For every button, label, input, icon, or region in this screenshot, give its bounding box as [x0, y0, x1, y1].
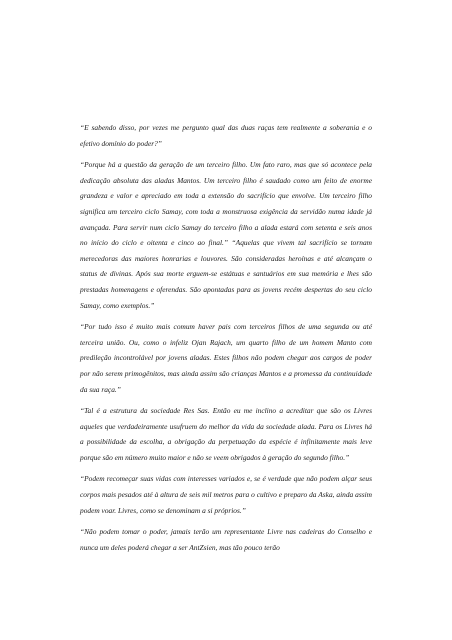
paragraph-3: “Por tudo isso é muito mais comum haver pais com terceiros filhos de uma segunda ou até terceira união. Ou, como o infeliz Ojan Rajach, um quarto filho de um homem Manto com predileção incontrolável por jovens aladas. Estes filhos não podem chegar aos cargos de poder por não serem primogênitos, mas ainda assim são crianças Mantos e a promessa da continuidade da sua raça.” — [80, 322, 372, 394]
paragraph-1: “E sabendo disso, por vezes me pergunto qual das duas raças tem realmente a soberania e o efetivo domínio do poder?” — [80, 123, 372, 148]
paragraph-5: “Podem recomeçar suas vidas com interesses variados e, se é verdade que não podem alçar seus corpos mais pesados até à altura de seis mil metros para o cultivo e preparo da Aska, ainda assim podem voar. Livres, como se denominam a si próprios.” — [80, 474, 372, 515]
paragraph-4: “Tal é a estrutura da sociedade Res Sas. Então eu me inclino a acreditar que são os Livres aqueles que verdadeiramente usufruem do melhor da vida da sociedade alada. Para os Livres há a possibilidade da escolha, a obrigação da perpetuação da espécie é infinitamente mais leve porque são em número muito maior e não se veem obrigados à geração do segundo filho.” — [80, 406, 372, 462]
paragraph-6: “Não podem tomar o poder, jamais terão um representante Livre nas cadeiras do Conselho e nunca um deles poderá chegar a ser AntZsien, mas tão pouco terão — [80, 527, 372, 552]
body-text — [80, 120, 372, 561]
paragraph-2: “Porque há a questão da geração de um terceiro filho. Um fato raro, mas que só acontece pela dedicação absoluta das aladas Mantos. Um terceiro filho é saudado como um feito de enorme grandeza e valor e apreciado em toda a extensão do sacrifício que envolve. Um terceiro filho significa um terceiro ciclo Samay, com toda a monstruosa exigência da servidão numa idade já avançada. Para servir num ciclo Samay do terceiro filho a alada estará com setenta e seis anos no início do ciclo e oitenta e cinco ao final.” “Aquelas que vivem tal sacrifício se tornam merecedoras das maiores honrarias e louvores. São consideradas heroínas e até alcançam o status de divinas. Após sua morte erguem-se estátuas e santuários em sua memória e lhes são prestadas homenagens e oferendas. São apontadas para as jovens recém despertas do seu ciclo Samay, como exemplos.” — [80, 160, 372, 310]
